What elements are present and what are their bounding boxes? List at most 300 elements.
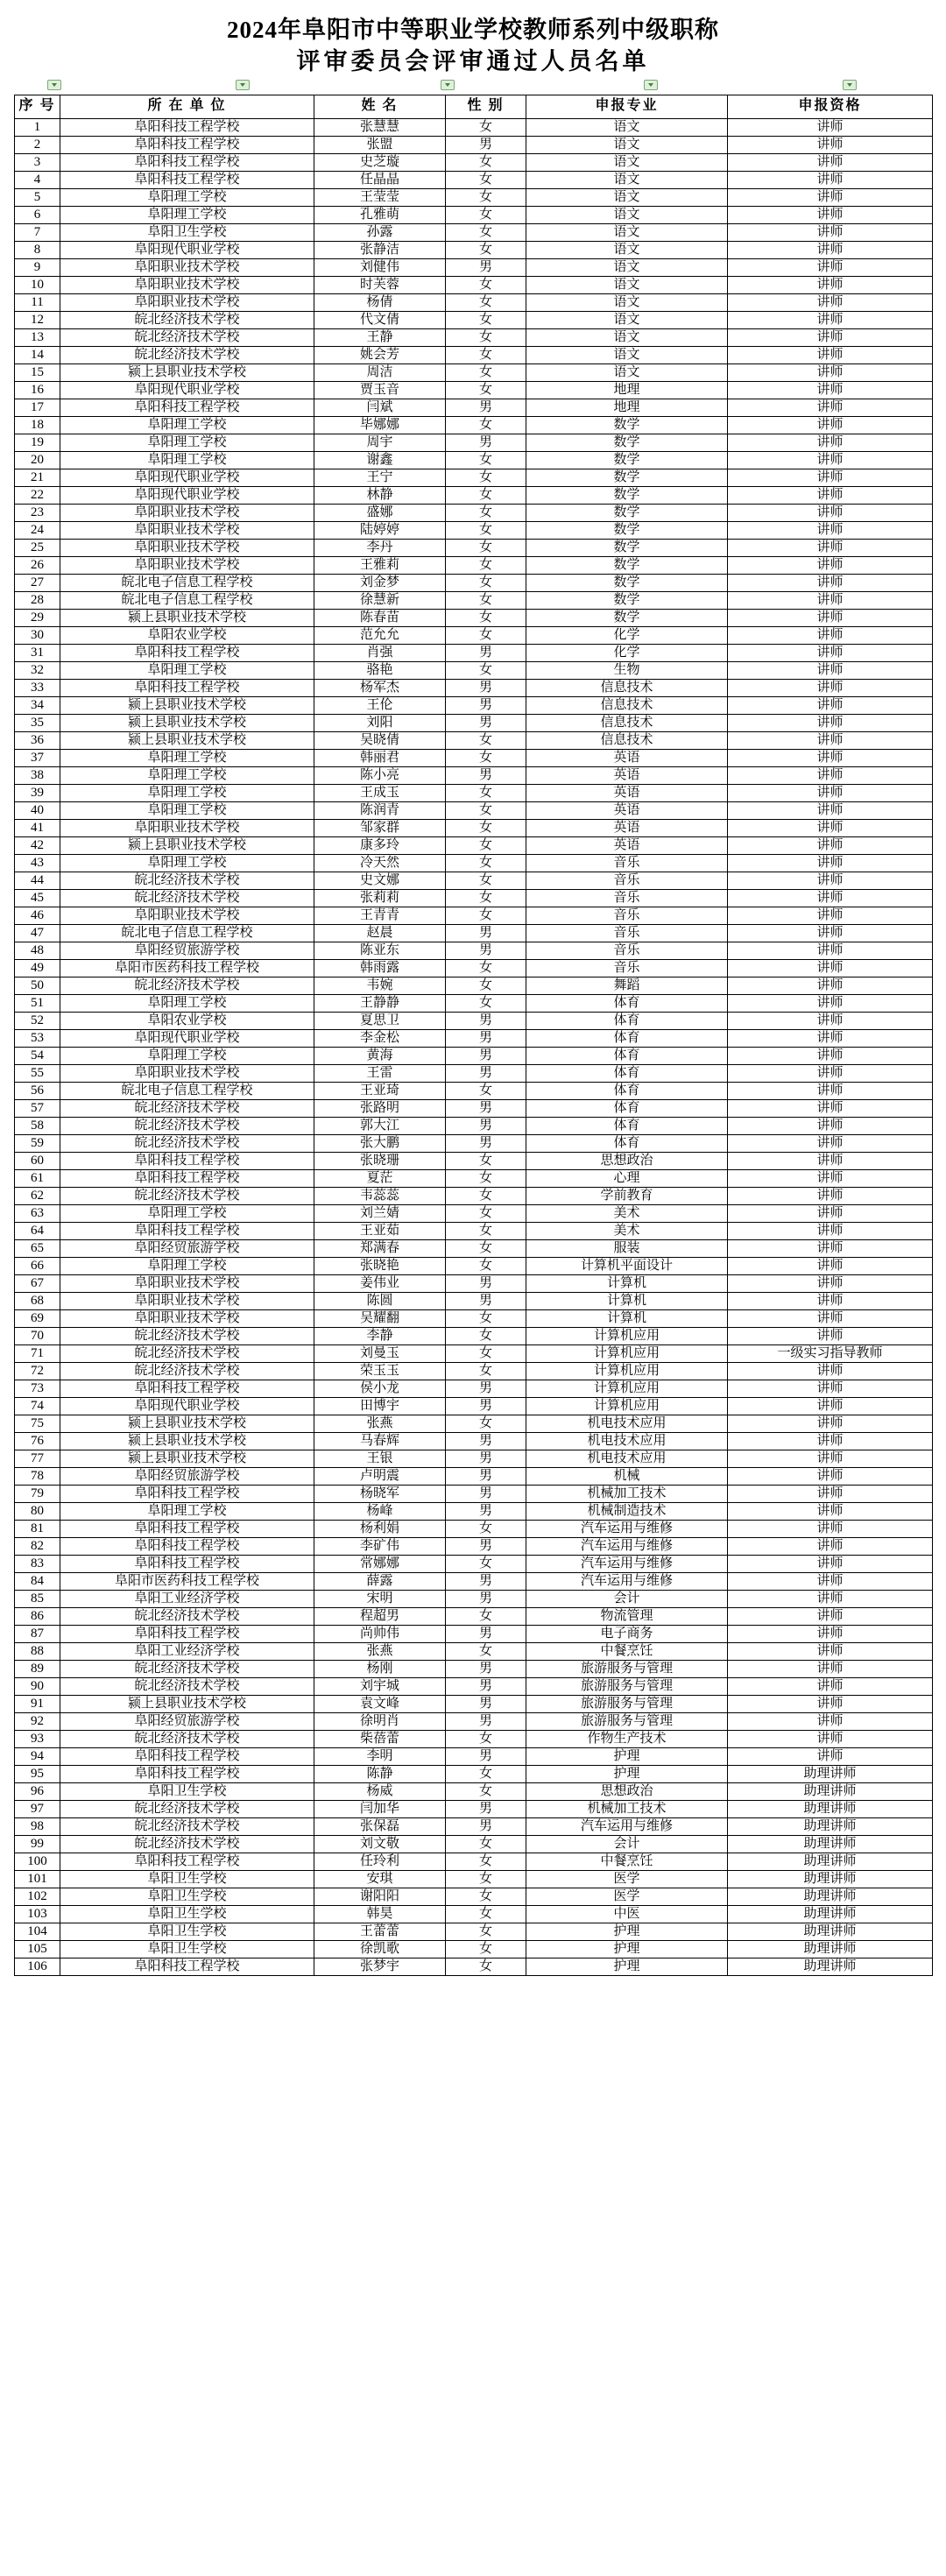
column-tab-marker-2[interactable] [236, 80, 250, 90]
cell-unit: 皖北经济技术学校 [60, 1660, 314, 1677]
cell-name: 王成玉 [314, 784, 446, 801]
cell-index: 62 [15, 1187, 60, 1204]
table-row [15, 469, 933, 486]
cell-qualification: 讲师 [728, 223, 933, 241]
cell-qualification: 讲师 [728, 1309, 933, 1327]
cell-gender: 女 [446, 1923, 526, 1940]
cell-unit: 阜阳卫生学校 [60, 1888, 314, 1905]
cell-gender: 女 [446, 188, 526, 206]
cell-major: 化学 [526, 626, 728, 644]
cell-index: 42 [15, 836, 60, 854]
cell-qualification: 讲师 [728, 206, 933, 223]
cell-index: 86 [15, 1607, 60, 1625]
cell-major: 体育 [526, 1117, 728, 1134]
cell-qualification: 助理讲师 [728, 1835, 933, 1853]
cell-name: 荣玉玉 [314, 1362, 446, 1380]
cell-index: 21 [15, 469, 60, 486]
cell-qualification: 讲师 [728, 1747, 933, 1765]
column-tab-marker-4[interactable] [644, 80, 658, 90]
cell-major: 计算机应用 [526, 1344, 728, 1362]
cell-qualification: 一级实习指导教师 [728, 1344, 933, 1362]
cell-index: 6 [15, 206, 60, 223]
cell-gender: 女 [446, 381, 526, 399]
cell-index: 63 [15, 1204, 60, 1222]
cell-index: 60 [15, 1152, 60, 1169]
cell-index: 56 [15, 1082, 60, 1099]
cell-name: 杨威 [314, 1782, 446, 1800]
cell-index: 2 [15, 136, 60, 153]
table-row [15, 1905, 933, 1923]
cell-name: 韩昊 [314, 1905, 446, 1923]
table-row [15, 1222, 933, 1239]
table-row [15, 399, 933, 416]
cell-index: 5 [15, 188, 60, 206]
table-row [15, 136, 933, 153]
cell-gender: 男 [446, 1274, 526, 1292]
cell-unit: 阜阳现代职业学校 [60, 381, 314, 399]
table-row [15, 1677, 933, 1695]
cell-name: 杨刚 [314, 1660, 446, 1677]
cell-major: 语文 [526, 153, 728, 171]
cell-major: 语文 [526, 188, 728, 206]
cell-name: 张大鹏 [314, 1134, 446, 1152]
table-row [15, 801, 933, 819]
cell-major: 计算机 [526, 1292, 728, 1309]
cell-unit: 颍上县职业技术学校 [60, 731, 314, 749]
cell-unit: 皖北经济技术学校 [60, 1730, 314, 1747]
cell-unit: 阜阳卫生学校 [60, 223, 314, 241]
cell-unit: 阜阳科技工程学校 [60, 1169, 314, 1187]
cell-major: 数学 [526, 469, 728, 486]
cell-major: 数学 [526, 416, 728, 434]
cell-index: 28 [15, 591, 60, 609]
cell-gender: 男 [446, 1012, 526, 1029]
table-row [15, 381, 933, 399]
cell-name: 刘阳 [314, 714, 446, 731]
cell-gender: 女 [446, 171, 526, 188]
cell-qualification: 助理讲师 [728, 1958, 933, 1975]
cell-major: 汽车运用与维修 [526, 1537, 728, 1555]
cell-unit: 皖北电子信息工程学校 [60, 591, 314, 609]
cell-unit: 阜阳科技工程学校 [60, 1222, 314, 1239]
cell-major: 音乐 [526, 872, 728, 889]
table-row [15, 749, 933, 766]
table-row [15, 1169, 933, 1187]
cell-major: 中餐烹饪 [526, 1853, 728, 1870]
cell-unit: 皖北经济技术学校 [60, 1327, 314, 1344]
cell-unit: 阜阳现代职业学校 [60, 241, 314, 258]
cell-qualification: 讲师 [728, 521, 933, 539]
cell-qualification: 助理讲师 [728, 1817, 933, 1835]
cell-index: 75 [15, 1415, 60, 1432]
cell-major: 英语 [526, 749, 728, 766]
cell-gender: 女 [446, 1642, 526, 1660]
cell-name: 姚会芳 [314, 346, 446, 363]
cell-index: 23 [15, 504, 60, 521]
cell-major: 音乐 [526, 942, 728, 959]
cell-qualification: 讲师 [728, 241, 933, 258]
cell-qualification: 讲师 [728, 679, 933, 696]
cell-gender: 女 [446, 223, 526, 241]
cell-unit: 颍上县职业技术学校 [60, 1432, 314, 1450]
cell-name: 杨利娟 [314, 1520, 446, 1537]
cell-name: 程超男 [314, 1607, 446, 1625]
cell-index: 84 [15, 1572, 60, 1590]
cell-name: 孔雅萌 [314, 206, 446, 223]
cell-qualification: 讲师 [728, 1432, 933, 1450]
table-row [15, 1537, 933, 1555]
cell-name: 张莉莉 [314, 889, 446, 907]
cell-major: 电子商务 [526, 1625, 728, 1642]
cell-qualification: 讲师 [728, 276, 933, 293]
cell-index: 88 [15, 1642, 60, 1660]
cell-gender: 男 [446, 1800, 526, 1817]
cell-gender: 女 [446, 959, 526, 977]
cell-unit: 皖北经济技术学校 [60, 1187, 314, 1204]
cell-name: 王青青 [314, 907, 446, 924]
cell-name: 时芙蓉 [314, 276, 446, 293]
table-row [15, 556, 933, 574]
cell-unit: 阜阳理工学校 [60, 1257, 314, 1274]
cell-name: 张晓艳 [314, 1257, 446, 1274]
cell-major: 体育 [526, 1064, 728, 1082]
table-row [15, 977, 933, 994]
cell-name: 安琪 [314, 1870, 446, 1888]
cell-gender: 男 [446, 679, 526, 696]
cell-name: 陈小亮 [314, 766, 446, 784]
cell-major: 机械制造技术 [526, 1502, 728, 1520]
cell-index: 67 [15, 1274, 60, 1292]
cell-unit: 皖北电子信息工程学校 [60, 574, 314, 591]
cell-major: 语文 [526, 346, 728, 363]
cell-unit: 阜阳职业技术学校 [60, 293, 314, 311]
cell-major: 思想政治 [526, 1152, 728, 1169]
cell-index: 1 [15, 118, 60, 136]
cell-major: 语文 [526, 206, 728, 223]
cell-qualification: 讲师 [728, 907, 933, 924]
cell-unit: 皖北经济技术学校 [60, 1607, 314, 1625]
cell-qualification: 讲师 [728, 451, 933, 469]
cell-index: 26 [15, 556, 60, 574]
table-row [15, 1397, 933, 1415]
cell-major: 体育 [526, 1029, 728, 1047]
cell-major: 语文 [526, 293, 728, 311]
cell-qualification: 讲师 [728, 539, 933, 556]
cell-gender: 男 [446, 1625, 526, 1642]
table-row [15, 1029, 933, 1047]
col-header-index: 序 号 [15, 95, 60, 118]
cell-gender: 男 [446, 1695, 526, 1712]
cell-qualification: 讲师 [728, 1204, 933, 1222]
cell-index: 19 [15, 434, 60, 451]
cell-unit: 皖北经济技术学校 [60, 346, 314, 363]
cell-qualification: 讲师 [728, 942, 933, 959]
cell-qualification: 讲师 [728, 1239, 933, 1257]
cell-qualification: 讲师 [728, 696, 933, 714]
cell-name: 谢鑫 [314, 451, 446, 469]
table-row [15, 1870, 933, 1888]
cell-unit: 阜阳卫生学校 [60, 1782, 314, 1800]
cell-index: 33 [15, 679, 60, 696]
cell-index: 94 [15, 1747, 60, 1765]
table-row [15, 854, 933, 872]
cell-index: 82 [15, 1537, 60, 1555]
cell-gender: 女 [446, 451, 526, 469]
cell-gender: 女 [446, 907, 526, 924]
cell-gender: 女 [446, 749, 526, 766]
cell-gender: 女 [446, 1888, 526, 1905]
cell-gender: 女 [446, 1082, 526, 1099]
cell-name: 张晓珊 [314, 1152, 446, 1169]
cell-qualification: 讲师 [728, 661, 933, 679]
cell-unit: 阜阳工业经济学校 [60, 1590, 314, 1607]
col-header-qualification: 申报资格 [728, 95, 933, 118]
cell-qualification: 讲师 [728, 399, 933, 416]
cell-unit: 阜阳科技工程学校 [60, 1625, 314, 1642]
cell-gender: 男 [446, 1099, 526, 1117]
cell-index: 65 [15, 1239, 60, 1257]
cell-name: 张慧慧 [314, 118, 446, 136]
cell-name: 李丹 [314, 539, 446, 556]
cell-name: 陆婷婷 [314, 521, 446, 539]
cell-gender: 男 [446, 766, 526, 784]
table-row [15, 258, 933, 276]
cell-unit: 阜阳市医药科技工程学校 [60, 959, 314, 977]
cell-qualification: 讲师 [728, 1187, 933, 1204]
cell-qualification: 讲师 [728, 1502, 933, 1520]
table-row [15, 1204, 933, 1222]
table-row [15, 1327, 933, 1344]
cell-qualification: 讲师 [728, 118, 933, 136]
cell-gender: 女 [446, 276, 526, 293]
cell-major: 数学 [526, 539, 728, 556]
cell-major: 音乐 [526, 959, 728, 977]
table-row [15, 521, 933, 539]
col-header-gender: 性 别 [446, 95, 526, 118]
cell-unit: 阜阳职业技术学校 [60, 1274, 314, 1292]
cell-name: 张燕 [314, 1415, 446, 1432]
table-row [15, 416, 933, 434]
cell-name: 徐慧新 [314, 591, 446, 609]
column-tab-marker-1[interactable] [47, 80, 61, 90]
cell-gender: 女 [446, 872, 526, 889]
table-row [15, 1730, 933, 1747]
cell-qualification: 讲师 [728, 1590, 933, 1607]
cell-qualification: 讲师 [728, 1064, 933, 1082]
cell-qualification: 助理讲师 [728, 1853, 933, 1870]
cell-gender: 女 [446, 836, 526, 854]
cell-qualification: 讲师 [728, 1292, 933, 1309]
cell-index: 87 [15, 1625, 60, 1642]
cell-major: 音乐 [526, 924, 728, 942]
table-row [15, 819, 933, 836]
cell-qualification: 讲师 [728, 1169, 933, 1187]
cell-qualification: 讲师 [728, 1047, 933, 1064]
cell-name: 邹家群 [314, 819, 446, 836]
cell-name: 毕娜娜 [314, 416, 446, 434]
table-row [15, 714, 933, 731]
cell-name: 周洁 [314, 363, 446, 381]
cell-index: 103 [15, 1905, 60, 1923]
cell-qualification: 讲师 [728, 171, 933, 188]
cell-index: 15 [15, 363, 60, 381]
cell-gender: 女 [446, 293, 526, 311]
table-row [15, 1660, 933, 1677]
cell-qualification: 讲师 [728, 346, 933, 363]
cell-gender: 女 [446, 1835, 526, 1853]
cell-gender: 女 [446, 1344, 526, 1362]
column-tab-marker-3[interactable] [441, 80, 455, 90]
table-row [15, 1380, 933, 1397]
cell-unit: 阜阳职业技术学校 [60, 276, 314, 293]
cell-qualification: 讲师 [728, 731, 933, 749]
cell-index: 100 [15, 1853, 60, 1870]
column-tab-marker-5[interactable] [843, 80, 857, 90]
table-row [15, 836, 933, 854]
cell-major: 数学 [526, 609, 728, 626]
cell-name: 郭大江 [314, 1117, 446, 1134]
cell-major: 计算机 [526, 1274, 728, 1292]
cell-name: 徐明肖 [314, 1712, 446, 1730]
cell-unit: 阜阳理工学校 [60, 766, 314, 784]
cell-name: 徐凯歌 [314, 1940, 446, 1958]
cell-index: 105 [15, 1940, 60, 1958]
cell-name: 康多玲 [314, 836, 446, 854]
cell-qualification: 讲师 [728, 1695, 933, 1712]
cell-name: 陈静 [314, 1765, 446, 1782]
cell-major: 音乐 [526, 854, 728, 872]
cell-gender: 女 [446, 504, 526, 521]
cell-unit: 阜阳职业技术学校 [60, 258, 314, 276]
cell-name: 杨晓军 [314, 1485, 446, 1502]
cell-qualification: 讲师 [728, 1362, 933, 1380]
cell-index: 11 [15, 293, 60, 311]
cell-major: 作物生产技术 [526, 1730, 728, 1747]
cell-unit: 阜阳卫生学校 [60, 1940, 314, 1958]
cell-unit: 阜阳市医药科技工程学校 [60, 1572, 314, 1590]
cell-major: 计算机应用 [526, 1397, 728, 1415]
cell-name: 林静 [314, 486, 446, 504]
table-row [15, 1432, 933, 1450]
table-row [15, 1064, 933, 1082]
cell-qualification: 助理讲师 [728, 1870, 933, 1888]
cell-name: 张路明 [314, 1099, 446, 1117]
cell-index: 39 [15, 784, 60, 801]
table-row [15, 1502, 933, 1520]
table-row [15, 1344, 933, 1362]
cell-unit: 颍上县职业技术学校 [60, 1695, 314, 1712]
cell-name: 贾玉音 [314, 381, 446, 399]
table-row [15, 661, 933, 679]
cell-name: 陈圆 [314, 1292, 446, 1309]
table-row [15, 1940, 933, 1958]
cell-qualification: 讲师 [728, 609, 933, 626]
cell-major: 体育 [526, 1099, 728, 1117]
cell-name: 王亚琦 [314, 1082, 446, 1099]
cell-gender: 男 [446, 696, 526, 714]
cell-unit: 阜阳理工学校 [60, 661, 314, 679]
cell-index: 53 [15, 1029, 60, 1047]
col-header-name: 姓 名 [314, 95, 446, 118]
cell-unit: 阜阳科技工程学校 [60, 679, 314, 696]
table-row [15, 1835, 933, 1853]
cell-major: 护理 [526, 1940, 728, 1958]
cell-unit: 阜阳科技工程学校 [60, 1537, 314, 1555]
cell-name: 姜伟业 [314, 1274, 446, 1292]
title-line-2: 评审委员会评审通过人员名单 [296, 48, 650, 75]
cell-major: 英语 [526, 801, 728, 819]
cell-major: 地理 [526, 399, 728, 416]
cell-index: 69 [15, 1309, 60, 1327]
table-row [15, 644, 933, 661]
cell-major: 机电技术应用 [526, 1450, 728, 1467]
cell-major: 地理 [526, 381, 728, 399]
table-row [15, 1239, 933, 1257]
cell-name: 陈春苗 [314, 609, 446, 626]
cell-gender: 男 [446, 1292, 526, 1309]
cell-gender: 男 [446, 1712, 526, 1730]
cell-qualification: 讲师 [728, 1607, 933, 1625]
cell-name: 柴蓓蕾 [314, 1730, 446, 1747]
cell-qualification: 讲师 [728, 1660, 933, 1677]
cell-major: 生物 [526, 661, 728, 679]
table-row [15, 1152, 933, 1169]
cell-major: 语文 [526, 118, 728, 136]
cell-index: 98 [15, 1817, 60, 1835]
cell-name: 刘文敬 [314, 1835, 446, 1853]
cell-major: 数学 [526, 451, 728, 469]
cell-major: 旅游服务与管理 [526, 1695, 728, 1712]
cell-index: 52 [15, 1012, 60, 1029]
cell-unit: 阜阳理工学校 [60, 801, 314, 819]
cell-qualification: 助理讲师 [728, 1765, 933, 1782]
table-row [15, 1747, 933, 1765]
table-row [15, 1467, 933, 1485]
cell-gender: 男 [446, 1747, 526, 1765]
cell-name: 田博宇 [314, 1397, 446, 1415]
cell-qualification: 讲师 [728, 836, 933, 854]
cell-major: 音乐 [526, 907, 728, 924]
cell-name: 侯小龙 [314, 1380, 446, 1397]
cell-gender: 女 [446, 1765, 526, 1782]
cell-unit: 阜阳理工学校 [60, 434, 314, 451]
cell-major: 语文 [526, 363, 728, 381]
cell-qualification: 讲师 [728, 188, 933, 206]
cell-qualification: 讲师 [728, 1012, 933, 1029]
cell-index: 92 [15, 1712, 60, 1730]
cell-gender: 男 [446, 644, 526, 661]
table-row [15, 1099, 933, 1117]
cell-gender: 女 [446, 1169, 526, 1187]
cell-qualification: 讲师 [728, 1152, 933, 1169]
cell-unit: 阜阳理工学校 [60, 994, 314, 1012]
cell-index: 59 [15, 1134, 60, 1152]
cell-qualification: 讲师 [728, 153, 933, 171]
cell-index: 25 [15, 539, 60, 556]
table-row [15, 784, 933, 801]
cell-index: 16 [15, 381, 60, 399]
cell-index: 37 [15, 749, 60, 766]
cell-qualification: 讲师 [728, 1117, 933, 1134]
cell-index: 99 [15, 1835, 60, 1853]
cell-gender: 女 [446, 574, 526, 591]
column-tab-markers [14, 80, 932, 92]
cell-major: 中医 [526, 1905, 728, 1923]
cell-index: 89 [15, 1660, 60, 1677]
cell-gender: 女 [446, 1853, 526, 1870]
cell-major: 英语 [526, 784, 728, 801]
cell-qualification: 讲师 [728, 1730, 933, 1747]
